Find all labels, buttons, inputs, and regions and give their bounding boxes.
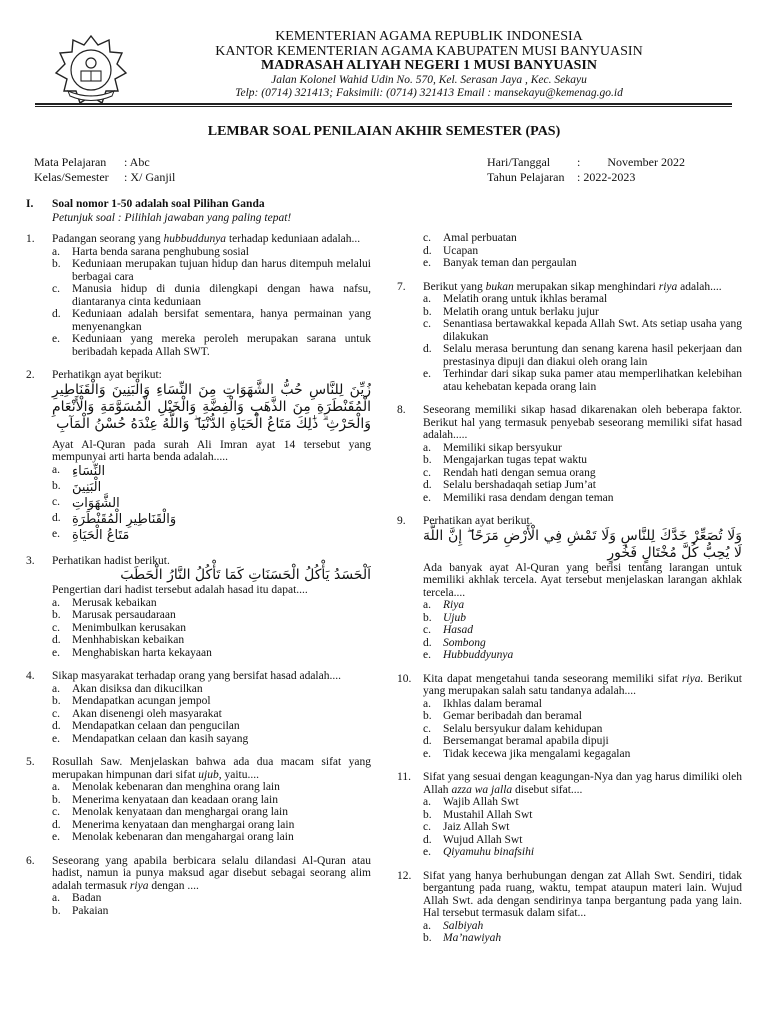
answer-option xyxy=(26,609,371,622)
option-text: Qiyamuhu binafsihi xyxy=(443,846,535,858)
option-text: الشَّهَوَاتِ xyxy=(72,495,120,511)
question-text: Seseorang memiliki sikap hasad dikarenakan oleh beberapa faktor. Berikut hal yang termasuk penyebab seseorang memiliki sifat hasad adalah..... xyxy=(423,404,742,441)
option-letter: a. xyxy=(52,245,60,258)
answer-option xyxy=(26,733,371,746)
option-text: Merusak kebaikan xyxy=(72,596,157,609)
option-letter: d. xyxy=(52,308,61,320)
header-divider-thin xyxy=(35,106,732,107)
option-text: وَالْقَنَاطِيرِ الْمُقَنْطَرَةِ xyxy=(72,511,177,527)
option-letter: b. xyxy=(52,479,61,492)
answer-option xyxy=(397,467,742,480)
option-text: Ujub xyxy=(443,611,466,624)
option-letter: c. xyxy=(423,318,431,330)
answer-option xyxy=(397,306,742,319)
option-text: Gemar beribadah dan beramal xyxy=(443,710,582,722)
option-text: Menerima kenyataan dan keadaan orang lain xyxy=(72,793,278,806)
option-text: مَتَاعُ الْحَيَاةِ xyxy=(72,527,130,543)
option-letter: b. xyxy=(423,305,432,318)
option-text: Ucapan xyxy=(443,244,479,257)
option-letter: b. xyxy=(423,710,432,722)
answer-option xyxy=(397,612,742,625)
option-list xyxy=(397,442,742,505)
answer-option xyxy=(397,257,742,270)
option-text: Melatih orang untuk ikhlas beramal xyxy=(443,293,608,305)
meta-hari-label: Hari/Tanggal xyxy=(487,155,551,169)
option-text: Mustahil Allah Swt xyxy=(443,808,533,821)
option-list xyxy=(397,698,742,761)
option-text: النِّسَاءِ xyxy=(72,463,106,479)
header-contact: Telp: (0714) 321413; Faksimili: (0714) 321413 Email : mansekayu@kemenag.go.id xyxy=(235,87,623,99)
answer-option xyxy=(397,735,742,748)
option-text: Menolak kebenaran dan menghina orang lain xyxy=(72,781,280,793)
answer-option xyxy=(26,246,371,259)
option-letter: a. xyxy=(52,596,60,609)
header-address: Jalan Kolonel Wahid Udin No. 570, Kel. Serasan Jaya , Kec. Sekayu xyxy=(271,74,587,86)
option-letter: c. xyxy=(52,621,60,634)
question-text: Sifat yang sesuai dengan keagungan-Nya dan yag harus dimiliki oleh Allah azza wa jalla disebut sifat.... xyxy=(423,771,742,796)
answer-option xyxy=(26,794,371,807)
quran-verse: زُيِّنَ لِلنَّاسِ حُبُّ الشَّهَوَاتِ مِنَ النِّسَاءِ وَالْبَنِينَ وَالْقَنَاطِيرِ الْمُقَنْطَرَةِ مِنَ الذَّهَبِ وَالْفِضَّةِ وَالْخَيْلِ الْمُسَوَّمَةِ وَالْأَنْعَامِ وَالْحَرْثِ ۗ ذَٰلِكَ مَتَاعُ الْحَيَاةِ الدُّنْيَا ۖ وَاللَّهُ عِنْدَهُ حُسْنُ الْمَآبِ xyxy=(52,381,371,432)
option-letter: e. xyxy=(52,732,60,745)
answer-option xyxy=(26,708,371,721)
option-letter: a. xyxy=(423,441,431,454)
option-text: Amal perbuatan xyxy=(443,232,517,244)
option-text: Manusia hidup di dunia dilengkapi dengan hawa nafsu, diantaranya cinta keduniaan xyxy=(72,283,371,308)
answer-option xyxy=(397,492,742,505)
header-office: KANTOR KEMENTERIAN AGAMA KABUPATEN MUSI BANYUASIN xyxy=(215,44,643,59)
answer-option xyxy=(397,809,742,822)
answer-option xyxy=(397,710,742,723)
answer-option xyxy=(397,834,742,847)
left-column xyxy=(26,198,371,928)
answer-option xyxy=(26,333,371,358)
question-5: 5. Rosullah Saw. Menjelaskan bahwa ada dua macam sifat yang merupakan himpunan dari sifat ujub, yaitu.... a. Menolak kebenaran dan menghina orang lain b. Menerima kenyataan dan keadaan orang lain c. Menolak kenyataan dan menghargai orang lain d. Menerima kenyataan dan menghargai orang lain e. Menolak kebenaran dan mengahargai orang lain xyxy=(26,756,371,843)
answer-option xyxy=(397,368,742,393)
option-text: Rendah hati dengan semua orang xyxy=(443,466,596,479)
answer-option xyxy=(397,698,742,711)
answer-option xyxy=(397,649,742,662)
question-2: 2. Perhatikan ayat berikut: زُيِّنَ لِلنَّاسِ حُبُّ الشَّهَوَاتِ مِنَ النِّسَاءِ وَالْبَنِينَ وَالْقَنَاطِيرِ الْمُقَنْطَرَةِ مِنَ الذَّهَبِ وَالْفِضَّةِ وَالْخَيْلِ الْمُسَوَّمَةِ وَالْأَنْعَامِ وَالْحَرْثِ ۗ ذَٰلِكَ مَتَاعُ الْحَيَاةِ الدُّنْيَا ۖ وَاللَّهُ عِنْدَهُ حُسْنُ الْمَآبِ Ayat Al-Quran pada surah Ali Imran ayat 14 tersebut yang mempunyai arti harta benda adalah..... a. النِّسَاءِ b. الْبَنِينَ c. الشَّهَوَاتِ d. وَالْقَنَاطِيرِ الْمُقَنْطَرَةِ e. مَتَاعُ الْحَيَاةِ xyxy=(26,369,371,543)
option-letter: c. xyxy=(423,466,431,479)
option-text: Memiliki sikap bersyukur xyxy=(443,441,562,454)
question-6-continued xyxy=(397,232,742,270)
answer-option xyxy=(397,245,742,258)
answer-option xyxy=(26,597,371,610)
option-letter: b. xyxy=(52,609,61,621)
answer-option xyxy=(397,318,742,343)
option-letter: a. xyxy=(423,919,431,932)
option-text: Salbiyah xyxy=(443,919,484,932)
option-text: Mengajarkan tugas tepat waktu xyxy=(443,454,588,466)
header-school: MADRASAH ALIYAH NEGERI 1 MUSI BANYUASIN xyxy=(261,58,597,73)
option-letter: c. xyxy=(52,806,60,818)
meta-mapel-label: Mata Pelajaran xyxy=(34,155,107,169)
option-text: Bersemangat beramal apabila dipuji xyxy=(443,735,609,747)
question-4: 4. Sikap masyarakat terhadap orang yang bersifat hasad adalah.... a. Akan disiksa dan dikucilkan b. Mendapatkan acungan jempol c. Akan disenengi oleh masyarakat d. Mendapatkan celaan dan pengucilan e. Mendapatkan celaan dan kasih sayang xyxy=(26,670,371,745)
meta-kelas-label: Kelas/Semester xyxy=(34,170,109,184)
option-letter: d. xyxy=(423,244,432,257)
option-letter: d. xyxy=(52,720,61,732)
option-letter: b. xyxy=(52,258,61,270)
option-text: Mendapatkan celaan dan kasih sayang xyxy=(72,732,249,745)
option-letter: b. xyxy=(423,932,432,944)
option-text: Wajib Allah Swt xyxy=(443,796,519,808)
option-list xyxy=(397,796,742,859)
answer-option xyxy=(397,293,742,306)
answer-option xyxy=(397,821,742,834)
option-letter: e. xyxy=(423,368,431,380)
question-text: Sikap masyarakat terhadap orang yang bersifat hasad adalah.... xyxy=(52,670,341,682)
question-text: Perhatikan ayat berikut: xyxy=(52,369,162,381)
question-10: 10. Kita dapat mengetahui tanda seseorang memiliki sifat riya. Berikut yang merupakan salah satu tandanya adalah.... a. Ikhlas dalam beramal b. Gemar beribadah dan beramal c. Selalu bersyukur dalam kehidupan d. Bersemangat beramal apabila dipuji e. Tidak kecewa jika mengalami kegagalan xyxy=(397,672,743,760)
option-letter: d. xyxy=(423,735,432,747)
answer-option xyxy=(397,454,742,467)
option-letter: c. xyxy=(52,283,60,295)
option-text: Marusak persaudaraan xyxy=(72,609,176,621)
answer-option xyxy=(26,258,371,283)
option-text: Menolak kenyataan dan menghargai orang lain xyxy=(72,806,288,818)
question-11: 11. Sifat yang sesuai dengan keagungan-Nya dan yag harus dimiliki oleh Allah azza wa jalla disebut sifat.... a. Wajib Allah Swt b. Mustahil Allah Swt c. Jaiz Allah Swt d. Wujud Allah Swt e. Qiyamuhu binafsihi xyxy=(397,771,742,858)
header-ministry: KEMENTERIAN AGAMA REPUBLIK INDONESIA xyxy=(275,29,583,44)
option-list xyxy=(26,597,371,660)
answer-option xyxy=(26,622,371,635)
option-text: Terhindar dari sikap suka pamer atau memperlihatkan kelebihan atau kehebatan kepada orang lain xyxy=(443,368,742,393)
option-text: Ikhlas dalam beramal xyxy=(443,697,542,710)
option-text: Banyak teman dan pergaulan xyxy=(443,257,577,269)
question-text: Perhatikan hadist berikut. xyxy=(52,554,170,567)
option-letter: b. xyxy=(52,793,61,806)
option-text: Selalu merasa beruntung dan senang karena hasil pekerjaan dan prestasinya dipuji dan diakui oleh orang lain xyxy=(443,343,742,368)
option-letter: e. xyxy=(423,846,431,858)
option-text: Senantiasa bertawakkal kepada Allah Swt. Ats setiap usaha yang dilakukan xyxy=(443,318,742,343)
option-list xyxy=(397,599,742,662)
option-letter: d. xyxy=(423,833,432,846)
option-letter: b. xyxy=(52,904,61,917)
answer-option xyxy=(397,624,742,637)
question-text: Berikut yang bukan merupakan sikap menghindari riya adalah.... xyxy=(423,280,722,293)
answer-option xyxy=(26,528,371,544)
right-column xyxy=(397,232,742,956)
option-letter: d. xyxy=(423,479,432,491)
option-text: Menhhabiskan kebaikan xyxy=(72,634,185,646)
answer-option xyxy=(26,683,371,696)
option-letter: c. xyxy=(423,821,431,833)
option-text: Menimbulkan kerusakan xyxy=(72,621,187,634)
option-list xyxy=(26,464,371,544)
quran-verse: وَلَا تُصَعِّرْ خَدَّكَ لِلنَّاسِ وَلَا تَمْشِ فِي الْأَرْضِ مَرَحًا ۖ إِنَّ اللَّهَ لَا يُحِبُّ كُلَّ مُخْتَالٍ فَخُورٍ xyxy=(423,527,742,561)
option-text: Akan disiksa dan dikucilkan xyxy=(72,682,203,695)
option-letter: a. xyxy=(423,697,431,710)
answer-option xyxy=(26,806,371,819)
answer-option xyxy=(26,831,371,844)
option-letter: d. xyxy=(52,818,61,831)
answer-option xyxy=(397,232,742,245)
option-list xyxy=(26,683,371,746)
option-text: Selalu bershadaqah setiap Jum’at xyxy=(443,479,596,491)
answer-option xyxy=(26,720,371,733)
option-letter: a. xyxy=(52,682,60,695)
answer-option xyxy=(397,479,742,492)
meta-tahun-label: Tahun Pelajaran xyxy=(487,170,565,184)
option-text: Melatih orang untuk berlaku jujur xyxy=(443,305,599,318)
question-note: Ayat Al-Quran pada surah Ali Imran ayat 14 tersebut yang mempunyai arti harta benda adalah..... xyxy=(52,438,371,463)
option-text: Harta benda sarana penghubung sosial xyxy=(72,245,249,258)
answer-option xyxy=(397,723,742,736)
question-text: Padangan seorang yang hubbuddunya terhadap keduniaan adalah... xyxy=(52,233,361,245)
option-letter: b. xyxy=(423,808,432,821)
option-letter: a. xyxy=(52,463,60,476)
option-text: Memiliki rasa dendam dengan teman xyxy=(443,491,614,504)
option-text: Menghabiskan harta kekayaan xyxy=(72,646,212,659)
question-text: Rosullah Saw. Menjelaskan bahwa ada dua macam sifat yang merupakan himpunan dari sifat ujub, yaitu.... xyxy=(52,756,371,781)
answer-option xyxy=(397,846,742,859)
option-text: Jaiz Allah Swt xyxy=(443,821,510,833)
meta-kelas-value: : X/ Ganjil xyxy=(124,170,176,184)
answer-option xyxy=(26,512,371,528)
question-note: Pengertian dari hadist tersebut adalah hasad itu dapat.... xyxy=(52,584,308,596)
option-text: Tidak kecewa jika mengalami kegagalan xyxy=(443,747,631,760)
option-text: Keduniaan yang mereka peroleh merupakan sarana untuk beribadah kepada Allah SWT. xyxy=(72,333,371,358)
option-letter: e. xyxy=(52,646,60,659)
answer-option xyxy=(397,920,742,933)
option-letter: e. xyxy=(423,649,431,661)
question-3: 3. Perhatikan hadist berikut. اَلْحَسَدُ يَأْكُلُ الْحَسَنَاتِ كَمَا تَأْكُلُ النَّارُ الْحَطَبَ Pengertian dari hadist tersebut adalah hasad itu dapat.... a. Merusak kebaikan b. Marusak persaudaraan c. Menimbulkan kerusakan d. Menhhabiskan kebaikan e. Menghabiskan harta kekayaan xyxy=(26,554,371,659)
question-8: 8. Seseorang memiliki sikap hasad dikarenakan oleh beberapa faktor. Berikut hal yang termasuk penyebab seseorang memiliki sifat hasad adalah..... a. Memiliki sikap bersyukur b. Mengajarkan tugas tepat waktu c. Rendah hati dengan semua orang d. Selalu bershadaqah setiap Jum’at e. Memiliki rasa dendam dengan teman xyxy=(397,404,742,504)
ministry-emblem-icon xyxy=(54,33,128,107)
option-text: Mendapatkan celaan dan pengucilan xyxy=(72,720,240,732)
answer-option xyxy=(26,695,371,708)
option-letter: e. xyxy=(423,747,431,760)
answer-option xyxy=(26,819,371,832)
option-text: الْبَنِينَ xyxy=(72,479,102,495)
option-letter: c. xyxy=(52,495,60,508)
option-text: Menerima kenyataan dan menghargai orang lain xyxy=(72,818,295,831)
option-text: Selalu bersyukur dalam kehidupan xyxy=(443,722,603,735)
answer-option xyxy=(26,905,371,918)
answer-option xyxy=(26,781,371,794)
question-1: 1. Padangan seorang yang hubbuddunya terhadap keduniaan adalah... a. Harta benda sarana penghubung sosial b. Keduniaan merupakan tujuan hidup dan harus ditempuh melalui berbagai cara c. Manusia hidup di dunia dilengkapi dengan hawa nafsu, diantaranya cinta keduniaan d. Keduniaan adalah bersifat sementara, hanya permainan yang menyenangkan e. Keduniaan yang mereka peroleh merupakan sarana untuk beribadah kepada Allah SWT. xyxy=(26,233,371,358)
option-letter: a. xyxy=(423,796,431,808)
option-letter: c. xyxy=(52,707,60,720)
answer-option xyxy=(397,932,742,945)
option-text: Badan xyxy=(72,892,102,904)
option-letter: c. xyxy=(423,722,431,735)
question-text: Seseorang yang apabila berbicara selalu dilandasi Al-Quran atau hadist, namun ia punya maksud agar disebut sebagai seorang alim adalah termasuk riya dengan .... xyxy=(52,854,371,892)
answer-option xyxy=(26,308,371,333)
answer-option xyxy=(26,496,371,512)
question-9: 9. Perhatikan ayat berikut. وَلَا تُصَعِّرْ خَدَّكَ لِلنَّاسِ وَلَا تَمْشِ فِي الْأَرْضِ مَرَحًا ۖ إِنَّ اللَّهَ لَا يُحِبُّ كُلَّ مُخْتَالٍ فَخُورٍ Ada banyak ayat Al-Quran yang berisi tentang larangan untuk memiliki akhlak tercela. Ayat tersebut menjelaskan larangan akhlak tercela.... a. Riya b. Ujub c. Hasad d. Sombong e. Hubbuddyunya xyxy=(397,515,742,661)
question-7: 7. Berikut yang bukan merupakan sikap menghindari riya adalah.... a. Melatih orang untuk ikhlas beramal b. Melatih orang untuk berlaku jujur c. Senantiasa bertawakkal kepada Allah Swt. Ats setiap usaha yang dilakukan d. Selalu merasa beruntung dan senang karena hasil pekerjaan dan prestasinya dipuji dan diakui oleh orang lain e. Terhindar dari sikap suka pamer atau memperlihatkan kelebihan atau kehebatan kepada orang lain xyxy=(397,280,742,393)
option-list xyxy=(26,781,371,844)
question-12: 12. Sifat yang hanya berhubungan dengan zat Allah Swt. Sendiri, tidak bergantung pada ruang, waktu, tempat ataupun materi lain. Wujud Allah Swt. ada dengan sendirinya tanpa bergantung pada yang lain. Hal tersebut termasuk dalam sifat... a. Salbiyah b. Ma’nawiyah xyxy=(397,869,742,944)
answer-option xyxy=(26,464,371,480)
answer-option xyxy=(397,748,742,761)
option-text: Sombong xyxy=(443,636,486,649)
answer-option xyxy=(397,343,742,368)
option-text: Riya xyxy=(443,599,465,611)
page-title: LEMBAR SOAL PENILAIAN AKHIR SEMESTER (PAS) xyxy=(207,124,561,139)
question-text: Kita dapat mengetahui tanda seseorang memiliki sifat riya. Berikut yang merupakan salah satu tandanya adalah.... xyxy=(423,672,743,697)
option-list xyxy=(397,232,742,270)
question-6: 6. Seseorang yang apabila berbicara selalu dilandasi Al-Quran atau hadist, namun ia punya maksud agar disebut sebagai seorang alim adalah termasuk riya dengan .... a. Badan b. Pakaian xyxy=(26,854,371,917)
answer-option xyxy=(397,599,742,612)
meta-mapel-value: : Abc xyxy=(124,155,150,169)
answer-option xyxy=(26,480,371,496)
answer-option xyxy=(26,647,371,660)
option-letter: a. xyxy=(52,892,60,904)
answer-option xyxy=(26,283,371,308)
option-letter: b. xyxy=(423,454,432,466)
option-text: Ma’nawiyah xyxy=(443,932,502,944)
header-divider xyxy=(35,103,732,105)
option-list xyxy=(397,920,742,945)
option-text: Wujud Allah Swt xyxy=(443,833,523,846)
option-letter: b. xyxy=(423,611,432,624)
option-letter: e. xyxy=(423,491,431,504)
answer-option xyxy=(397,796,742,809)
option-text: Keduniaan adalah bersifat sementara, hanya permainan yang menyenangkan xyxy=(72,308,371,333)
option-letter: b. xyxy=(52,695,61,707)
option-text: Akan disenengi oleh masyarakat xyxy=(72,707,222,720)
option-letter: a. xyxy=(52,781,60,793)
option-letter: a. xyxy=(423,599,431,611)
option-letter: d. xyxy=(52,634,61,646)
option-list xyxy=(397,293,742,393)
section-heading: I. Soal nomor 1-50 adalah soal Pilihan Ganda xyxy=(26,198,265,210)
option-text: Hasad xyxy=(443,624,474,636)
option-letter: c. xyxy=(423,624,431,636)
option-letter: c. xyxy=(423,232,431,244)
meta-tahun-value: : 2022-2023 xyxy=(577,170,636,184)
option-letter: d. xyxy=(52,511,61,524)
option-list xyxy=(26,246,371,359)
question-text: Sifat yang hanya berhubungan dengan zat Allah Swt. Sendiri, tidak bergantung pada ruang, waktu, tempat ataupun materi lain. Wujud Allah Swt. ada dengan sendirinya tanpa bergantung pada yang lain. Hal tersebut termasuk dalam sifat... xyxy=(423,869,742,919)
option-letter: d. xyxy=(423,636,432,649)
option-list xyxy=(26,892,371,917)
option-letter: e. xyxy=(52,831,60,843)
question-text: Perhatikan ayat berikut. xyxy=(423,515,533,527)
answer-option xyxy=(397,637,742,650)
question-note: Ada banyak ayat Al-Quran yang berisi tentang larangan untuk memiliki akhlak tercela. Ayat tersebut menjelaskan larangan akhlak tercela.... xyxy=(423,561,742,599)
option-letter: e. xyxy=(52,527,60,540)
option-text: Mendapatkan acungan jempol xyxy=(72,695,211,707)
option-text: Menolak kebenaran dan mengahargai orang lain xyxy=(72,831,294,843)
meta-hari-value: : November 2022 xyxy=(577,155,685,169)
answer-option xyxy=(397,442,742,455)
instructions: Petunjuk soal : Pilihlah jawaban yang paling tepat! xyxy=(52,211,292,224)
option-letter: a. xyxy=(423,293,431,305)
answer-option xyxy=(26,634,371,647)
option-letter: e. xyxy=(423,257,431,269)
option-letter: d. xyxy=(423,343,432,355)
hadith-text: اَلْحَسَدُ يَأْكُلُ الْحَسَنَاتِ كَمَا تَأْكُلُ النَّارُ الْحَطَبَ xyxy=(120,567,371,583)
option-letter: e. xyxy=(52,333,60,345)
option-text: Keduniaan merupakan tujuan hidup dan harus ditempuh melalui berbagai cara xyxy=(72,258,371,283)
answer-option xyxy=(26,892,371,905)
option-text: Hubbuddyunya xyxy=(443,649,514,661)
option-text: Pakaian xyxy=(72,904,109,917)
